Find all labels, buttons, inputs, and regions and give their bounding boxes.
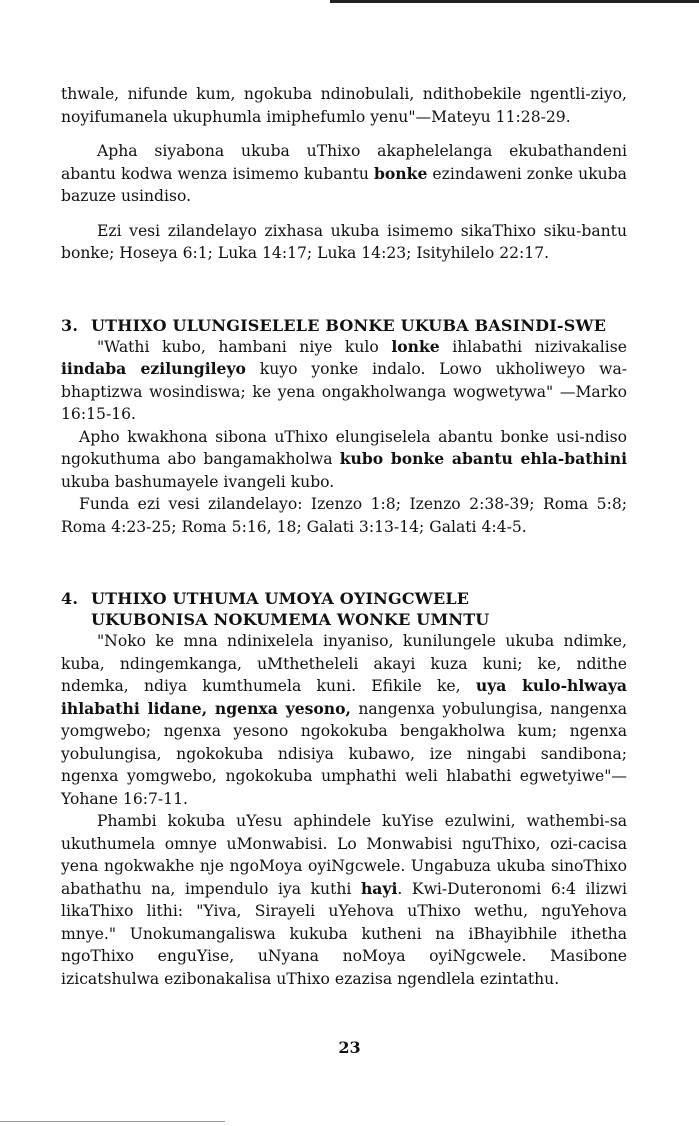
page-edge-bottom <box>0 1121 225 1122</box>
section-4-paragraph: Phambi kokuba uYesu aphindele kuYise ezulwini, wathembi-sa ukuthumela omnye uMonwabisi. Lo Monwabisi nguThixo, ozi-cacisa yena ngokwakhe nje ngoMoya oyiNgcwele. Ungabuza ukuba sinoThixo abathathu na, impendulo iya kuthi hayi. Kwi-Duteronomi 6:4 ilizwi likaThixo lithi: "Yiva, Sirayeli uYehova uThixo wethu, nguYehova mnye." Unokumangaliswa kukuba kutheni na iBhayibhile ithetha ngoThixo enguYise, uNyana noMoya oyiNgcwele. Masibone izicatshulwa ezibonakalisa uThixo ezazisa ngendlela ezintathu. <box>61 812 627 988</box>
section-3-title: UTHIXO ULUNGISELELE BONKE UKUBA BASINDI-SWE <box>91 315 607 335</box>
page-edge-top <box>330 0 699 3</box>
section-3-quote: "Wathi kubo, hambani niye kulo lonke ihlabathi nizivakalise iindaba ezilungileyo kuyo yonke indalo. Lowo ukholiweyo wa-bhaptizwa wosindiswa; ke yena ongakholwanga wogwetywa" —Marko 16:15-16. <box>61 336 628 423</box>
section-4-heading <box>61 588 627 630</box>
section-3-paragraph: Apho kwakhona sibona uThixo elungiselela abantu bonke usi-ndiso ngokuthuma abo bangamakholwa kubo bonke abantu ehla-bathini ukuba bashumayele ivangeli kubo. <box>61 427 627 491</box>
section-4-number: 4. <box>61 589 79 608</box>
section-3-number: 3. <box>61 315 79 335</box>
section-4-title: UTHIXO UTHUMA UMOYA OYINGCWELE UKUBONISA NOKUMEMA WONKE UMNTU <box>91 589 490 629</box>
section-3-heading <box>61 315 627 336</box>
paragraph-continuation: thwale, nifunde kum, ngokuba ndinobulali, ndithobekile ngentli-ziyo, noyifumanela ukuphumla imiphefumlo yenu"—Mateyu 11:28-29. <box>61 85 627 126</box>
page-body <box>61 83 627 990</box>
section-4-quote: "Noko ke mna ndinixelela inyaniso, kunilungele ukuba ndimke, kuba, ndingemkanga, uMthetheleli akayi kuza kuni; ke, ndithe ndemka, ndiya kumthumela kuni. Efikile ke, uya kulo-hlwaya ihlabathi lidane, ngenxa yesono, nangenxa yobulungisa, nangenxa yomgwebo; ngenxa yesono ngokokuba bengakholwa kum; ngenxa yobulungisa, ngokokuba ndisiya kubawo, ize ningabi sandibona; ngenxa yomgwebo, ngokokuba umphathi weli hlabathi egwetyiwe"—Yohane 16:7-11. <box>61 632 627 808</box>
paragraph-invitation: Apha siyabona ukuba uThixo akaphelelanga ekubathandeni abantu kodwa wenza isimemo kubantu bonke ezindaweni zonke ukuba bazuze usindiso. <box>61 142 627 205</box>
section-3-references: Funda ezi vesi zilandelayo: Izenzo 1:8; Izenzo 2:38-39; Roma 5:8; Roma 4:23-25; Roma 5:16, 18; Galati 3:13-14; Galati 4:4-5. <box>61 495 627 536</box>
paragraph-supporting-verses: Ezi vesi zilandelayo zixhasa ukuba isimemo sikaThixo siku-bantu bonke; Hoseya 6:1; Luka 14:17; Luka 14:23; Isityhilelo 22:17. <box>61 221 627 262</box>
page-number: 23 <box>338 1038 361 1057</box>
